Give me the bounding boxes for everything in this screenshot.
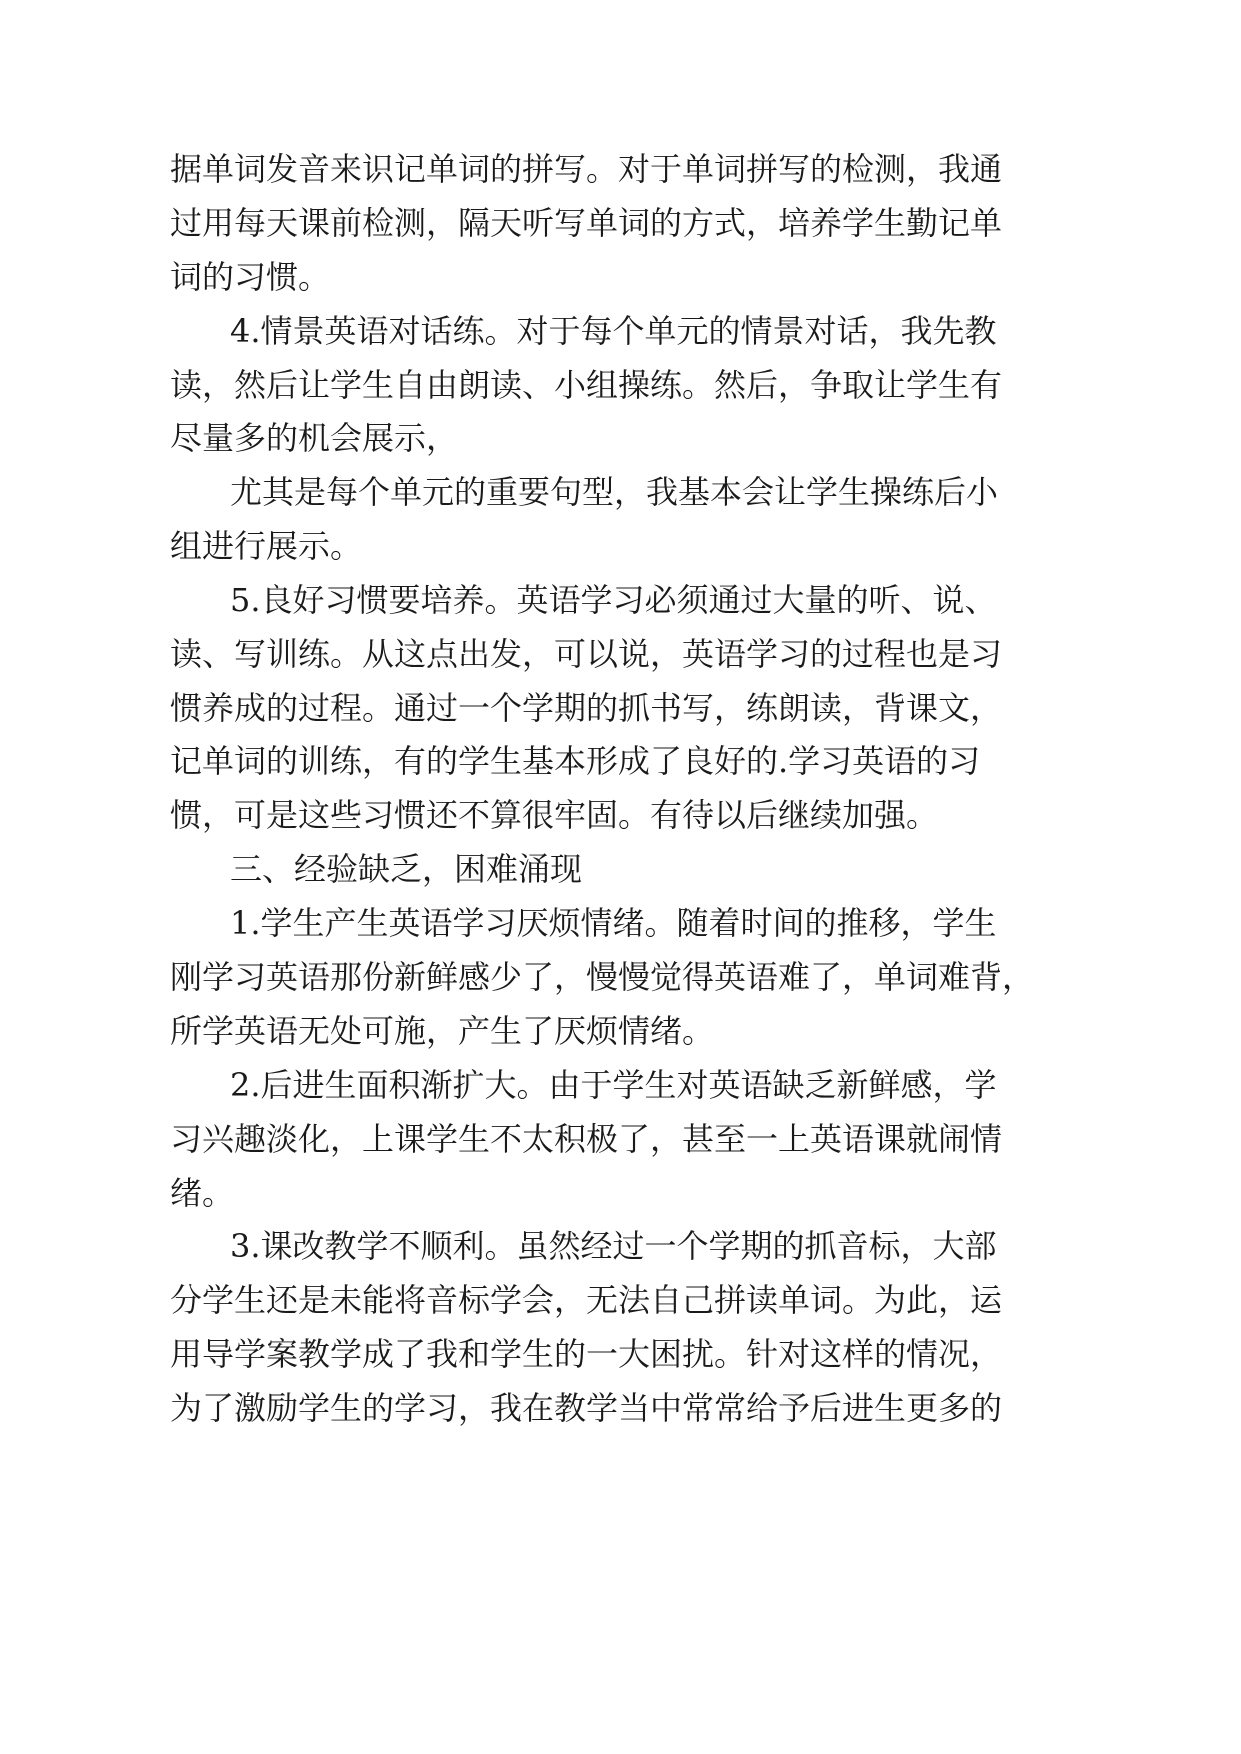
text-line: 刚学习英语那份新鲜感少了，慢慢觉得英语难了，单词难背， [170, 958, 1035, 996]
text-line: 为了激励学生的学习，我在教学当中常常给予后进生更多的 [170, 1389, 1003, 1427]
text-line: 分学生还是未能将音标学会，无法自己拼读单词。为此，运 [170, 1281, 1003, 1319]
text-line: 读，然后让学生自由朗读、小组操练。然后，争取让学生有 [170, 366, 1003, 404]
text-line: 2.后进生面积渐扩大。由于学生对英语缺乏新鲜感，学 [230, 1066, 997, 1104]
text-line: 4.情景英语对话练。对于每个单元的情景对话，我先教 [230, 312, 997, 350]
text-line: 词的习惯。 [170, 258, 331, 296]
text-line: 5.良好习惯要培养。英语学习必须通过大量的听、说、 [230, 581, 997, 619]
text-line: 尽量多的机会展示， [170, 419, 459, 457]
text-line: 习兴趣淡化，上课学生不太积极了，甚至一上英语课就闹情 [170, 1120, 1003, 1158]
text-line: 惯养成的过程。通过一个学期的抓书写，练朗读，背课文， [170, 689, 1003, 727]
text-line: 读、写训练。从这点出发，可以说，英语学习的过程也是习 [170, 635, 1003, 673]
section-heading: 三、经验缺乏，困难涌现 [230, 850, 583, 888]
text-line: 1.学生产生英语学习厌烦情绪。随着时间的推移，学生 [230, 904, 997, 942]
text-line: 所学英语无处可施，产生了厌烦情绪。 [170, 1012, 715, 1050]
text-line: 用导学案教学成了我和学生的一大困扰。针对这样的情况， [170, 1335, 1003, 1373]
text-line: 记单词的训练，有的学生基本形成了良好的.学习英语的习 [170, 742, 981, 780]
text-line: 组进行展示。 [170, 527, 363, 565]
text-line: 惯，可是这些习惯还不算很牢固。有待以后继续加强。 [170, 796, 939, 834]
text-line: 据单词发音来识记单词的拼写。对于单词拼写的检测，我通 [170, 150, 1003, 188]
text-line: 3.课改教学不顺利。虽然经过一个学期的抓音标，大部 [230, 1227, 997, 1265]
text-line: 绪。 [170, 1174, 235, 1212]
text-line: 过用每天课前检测，隔天听写单词的方式，培养学生勤记单 [170, 204, 1003, 242]
text-line: 尤其是每个单元的重要句型，我基本会让学生操练后小 [230, 473, 999, 511]
